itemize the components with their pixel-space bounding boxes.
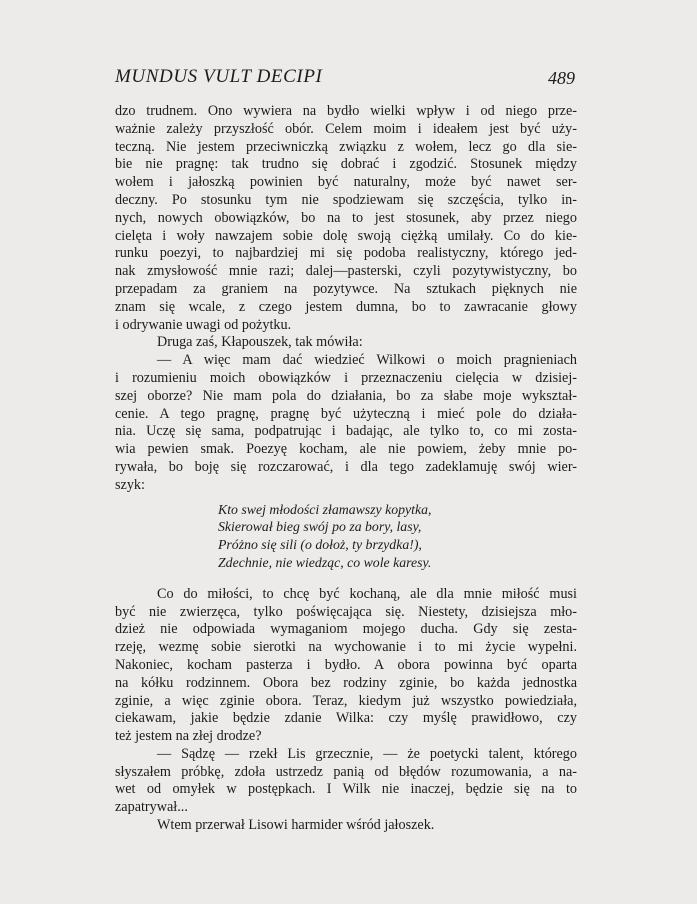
running-head — [115, 66, 575, 96]
text-line: zapatrywał... — [115, 799, 188, 816]
text-line: rzeję, wezmę sobie sierotki na wychowanie i to mi życie wypełni. — [115, 639, 577, 656]
poem-verse: Zdechnie, nie wiedząc, co wole karesy. — [218, 554, 432, 570]
text-line: ciekawam, jakie będzie zdanie Wilka: czy myślę prawidłowo, czy — [115, 710, 577, 727]
text-line: Nakoniec, kocham pasterza i bydło. A obora powinna być oparta — [115, 656, 577, 673]
paragraph — [115, 334, 577, 352]
text-line: nych, nowych obowiązków, bo na to jest stosunek, aby przez niego — [115, 209, 577, 226]
paragraph — [115, 817, 577, 835]
text-line: bie nie pragnę: tak trudno się dobrać i zgodzić. Stosunek między — [115, 156, 577, 173]
paragraph — [115, 352, 577, 494]
text-line: — Sądzę — rzekł Lis grzecznie, — że poetycki talent, którego — [157, 745, 577, 762]
text-line: wołem i jałoszką powinien być naturalny, może być nawet ser- — [115, 174, 577, 191]
poem-verse: Skierował bieg swój po za bory, lasy, — [218, 519, 422, 535]
text-line: Co do miłości, to chcę być kochaną, ale dla mnie miłość musi — [157, 585, 577, 602]
text-line: być nie zwierzęca, tylko poświęcająca się. Niestety, dzisiejsza mło- — [115, 603, 577, 620]
text-line: szyk: — [115, 476, 145, 493]
text-line: runku poezyi, to najbardziej mi się podoba realistyczny, którego jed- — [115, 245, 577, 262]
text-line: cenie. A tego pragnę, pragnę być użyteczną i mieć pole do działa- — [115, 405, 577, 422]
paragraph — [115, 746, 577, 817]
text-line: deczny. Po stosunku tym nie spodziewam się szczęścia, tylko in- — [115, 191, 577, 208]
text-line: i rozumieniu moich obowiązków i przeznaczeniu cielęcia w dzisiej- — [115, 369, 577, 386]
text-line: nia. Uczę się sama, podpatrując i badając, ale tylko to, co mi zosta- — [115, 423, 577, 440]
text-line: dzo trudnem. Ono wywiera na bydło wielki wpływ i od niego prze- — [115, 103, 577, 119]
text-line: — A więc mam dać wiedzieć Wilkowi o moich pragnieniach — [157, 352, 577, 369]
text-line: przepadam za graniem na pozytywce. Na sztukach pięknych nie — [115, 280, 577, 297]
text-line: rywała, bo boję się rozczarować, i dla tego zadeklamuję swój wier- — [115, 458, 577, 475]
text-line: i odrywanie uwagi od pożytku. — [115, 316, 292, 333]
text-line: znam się wcale, z czego jestem dumna, bo to zawracanie głowy — [115, 298, 577, 315]
text-line: szej oborze? Nie mam pola do działania, bo za słabe moje wykształ- — [115, 387, 577, 404]
running-title: MUNDUS VULT DECIPI — [115, 66, 323, 87]
poem — [115, 501, 577, 572]
text-line: teczną. Nie jestem przeciwniczką związku z wołem, lecz go dla sie- — [115, 138, 577, 155]
text-line: zginie, a więc zginie obora. Teraz, kiedym już wszystko powiedziała, — [115, 692, 577, 709]
body-text — [115, 103, 577, 835]
poem-verse: Kto swej młodości złamawszy kopytka, — [218, 501, 432, 517]
text-line: wet od omyłek w postępkach. I Wilk nie inaczej, będzie się na to — [115, 781, 577, 798]
paragraph — [115, 586, 577, 746]
text-line: Druga zaś, Kłapouszek, tak mówiła: — [157, 334, 363, 351]
page-number: 489 — [548, 68, 575, 88]
paragraph — [115, 103, 577, 334]
text-line: wia pewien smak. Poezyę kocham, ale nie powiem, żeby mnie po- — [115, 441, 577, 458]
text-line: Wtem przerwał Lisowi harmider wśród jałoszek. — [157, 817, 435, 834]
text-line: na kółku rodzinnem. Obora bez rodziny zginie, bo każda jednostka — [115, 674, 577, 691]
text-line: cielęta i woły nawzajem sobie dolę swoją ciężką umilały. Co do kie- — [115, 227, 577, 244]
text-line: ważnie zależy przyszłość obór. Celem moim i ideałem jest być uży- — [115, 120, 577, 137]
text-line: dzież nie odpowiada wymaganiom mojego ducha. Gdy się zesta- — [115, 621, 577, 638]
poem-verse: Próżno się sili (o dołoż, ty brzydka!), — [218, 537, 422, 553]
text-line: też jestem na złej drodze? — [115, 728, 262, 745]
text-line: nak zmysłowość mnie razi; dalej—pasterski, czyli pozytywistyczny, bo — [115, 263, 577, 280]
text-line: słyszałem próbkę, zdoła ustrzedz panią od błędów rozumowania, a na- — [115, 763, 577, 780]
